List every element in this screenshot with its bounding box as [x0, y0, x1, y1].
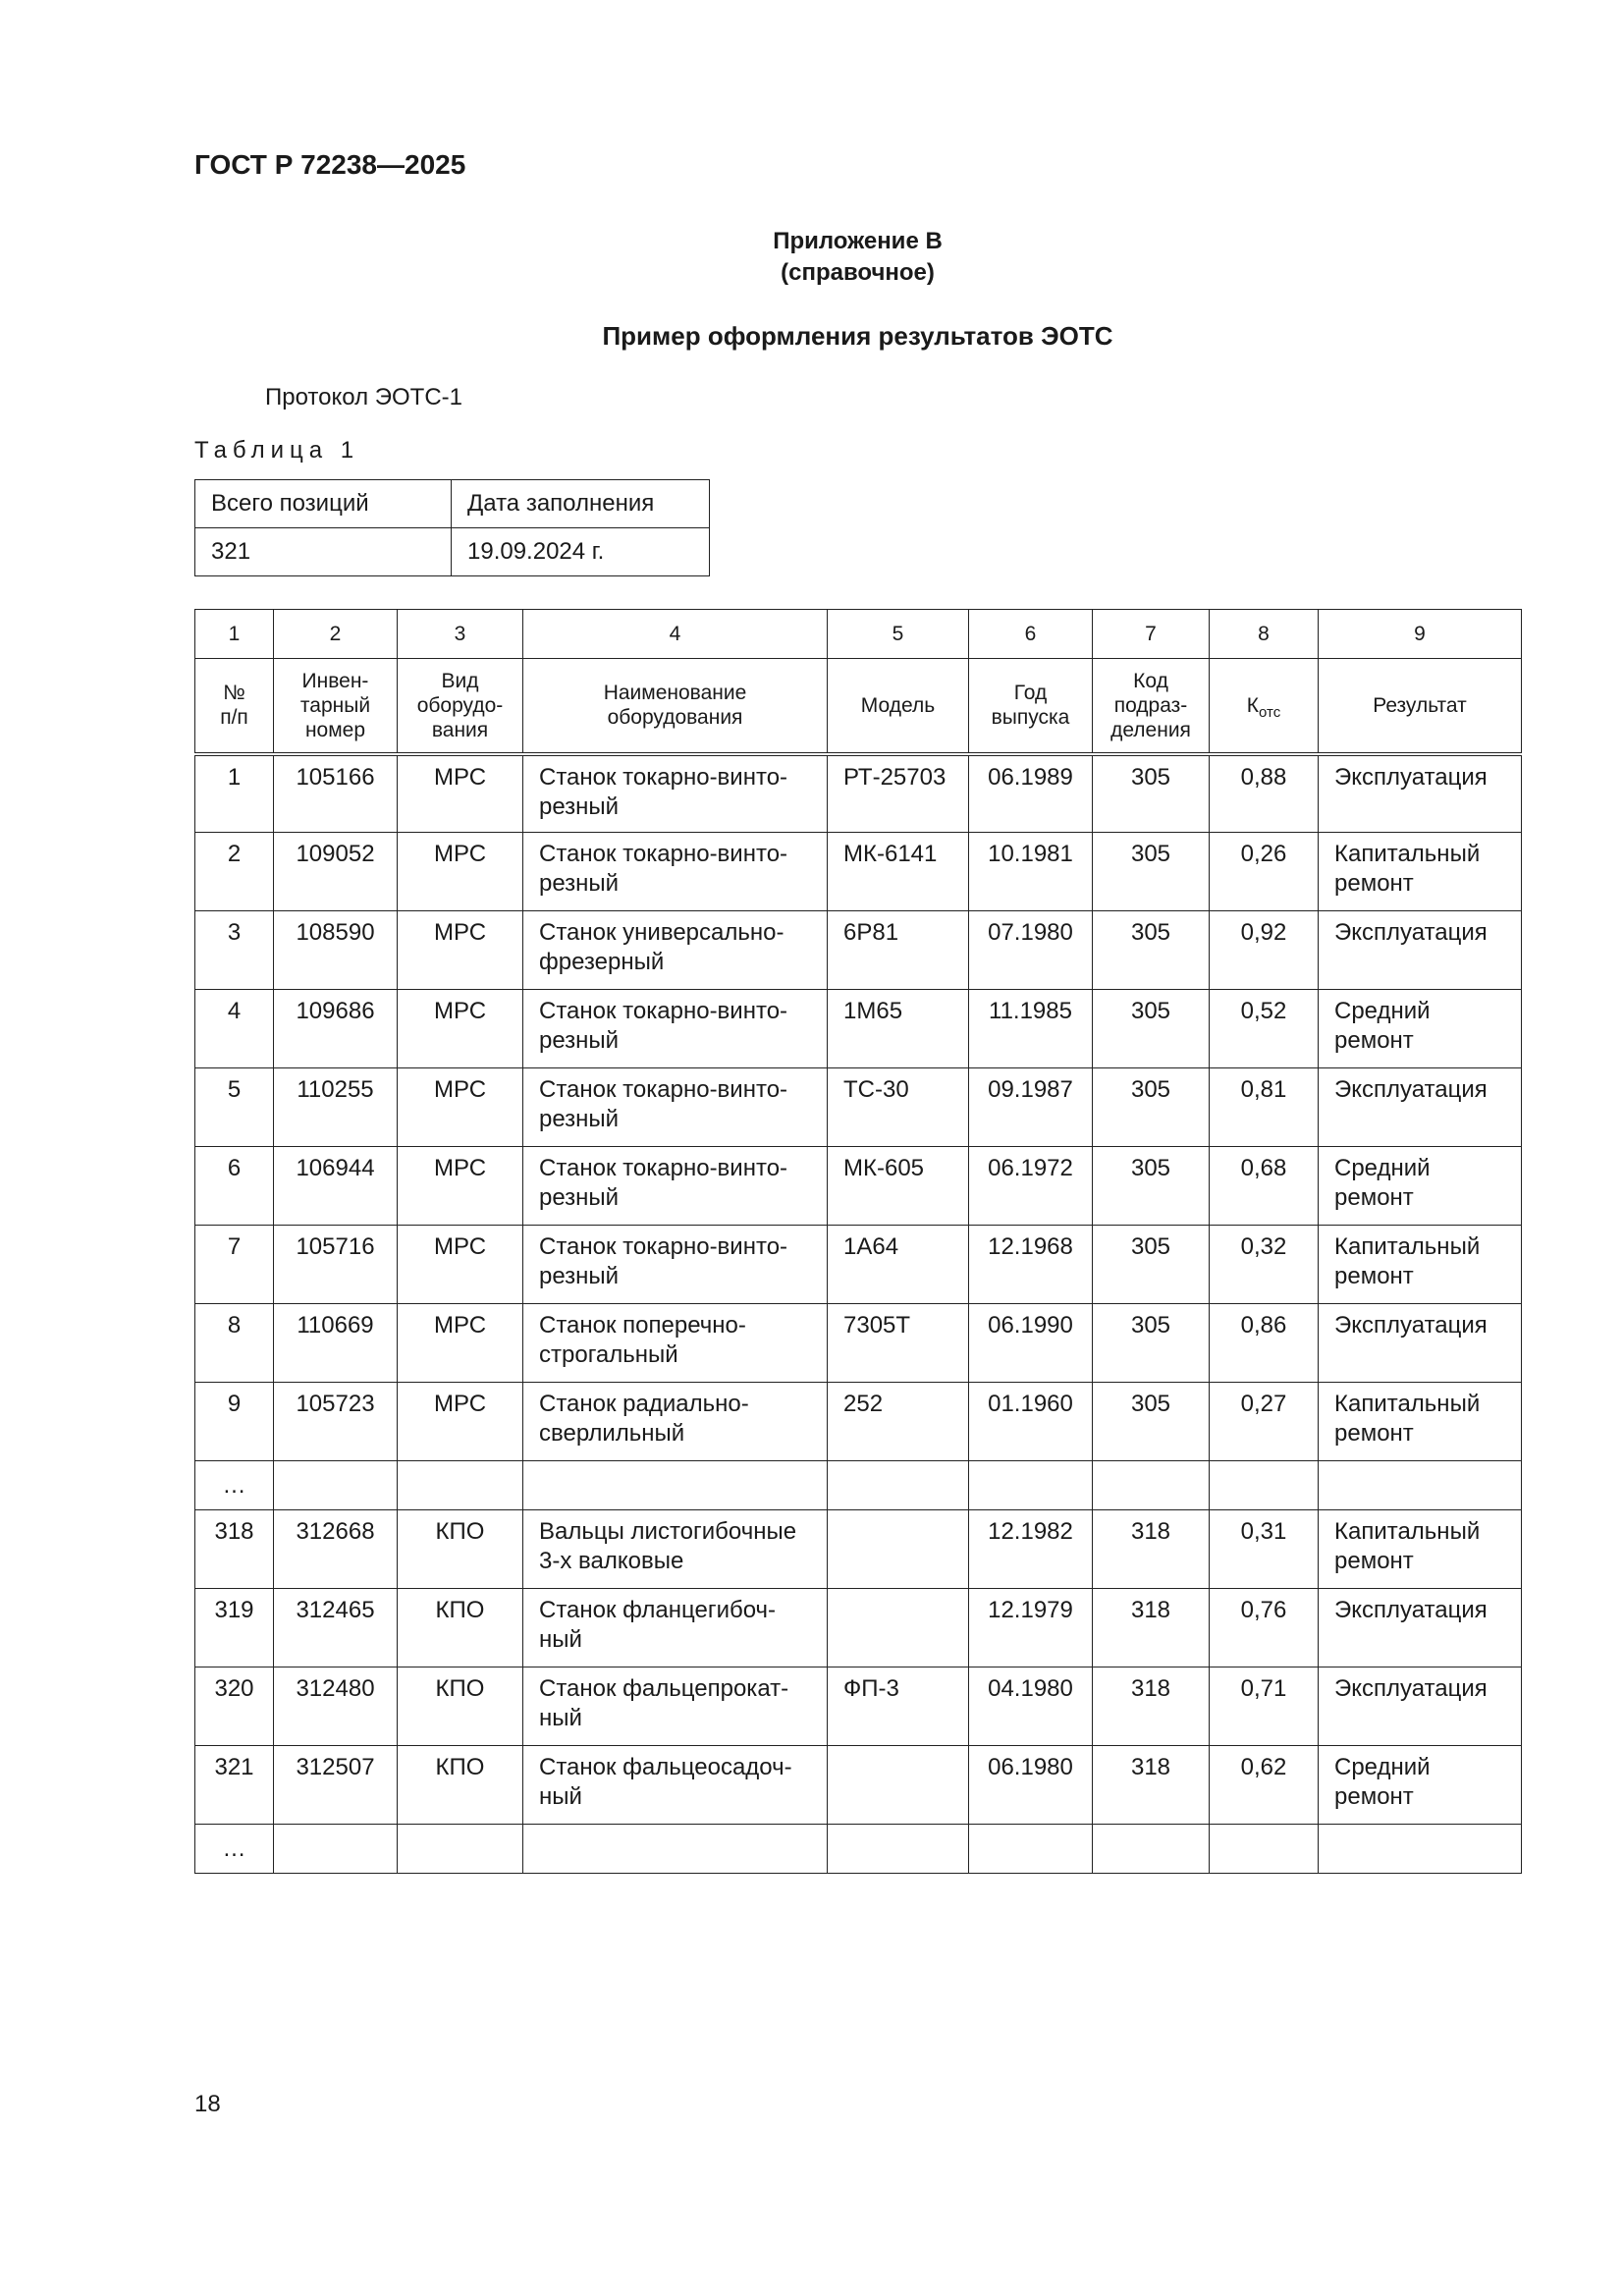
- cell-coefficient: 0,27: [1210, 1383, 1319, 1461]
- cell-department-code: 305: [1093, 1147, 1210, 1226]
- cell-equipment-name: Станок универсально- фрезерный: [523, 911, 828, 990]
- cell-equipment-name: Вальцы листогибочные 3-х валковые: [523, 1510, 828, 1589]
- table-row: [195, 1304, 1522, 1383]
- summary-header-row: [195, 480, 710, 528]
- header-equipment-name: Наименование оборудования: [523, 659, 828, 754]
- cell-inventory-number: 105716: [274, 1226, 398, 1304]
- cell-year-of-manufacture: 07.1980: [969, 911, 1093, 990]
- cell-department-code: 305: [1093, 833, 1210, 911]
- ellipsis-row: [195, 1461, 1522, 1510]
- column-number: 6: [969, 610, 1093, 659]
- cell-coefficient: 0,92: [1210, 911, 1319, 990]
- cell-equipment-type: [398, 1825, 523, 1874]
- cell-model: МК-6141: [828, 833, 969, 911]
- cell-equipment-type: МРС: [398, 1383, 523, 1461]
- table-row: [195, 911, 1522, 990]
- coefficient-symbol: К: [1246, 693, 1259, 717]
- cell-year-of-manufacture: [969, 1825, 1093, 1874]
- cell-coefficient: 0,86: [1210, 1304, 1319, 1383]
- cell-row-number: 7: [195, 1226, 274, 1304]
- cell-year-of-manufacture: 09.1987: [969, 1068, 1093, 1147]
- cell-coefficient: 0,32: [1210, 1226, 1319, 1304]
- cell-result: Капитальный ремонт: [1319, 833, 1522, 911]
- cell-coefficient: 0,81: [1210, 1068, 1319, 1147]
- cell-row-number: 4: [195, 990, 274, 1068]
- cell-equipment-type: МРС: [398, 754, 523, 833]
- cell-model: 7305Т: [828, 1304, 969, 1383]
- cell-coefficient: 0,31: [1210, 1510, 1319, 1589]
- appendix-heading: [194, 226, 1521, 289]
- cell-equipment-name: Станок фальцеосадоч- ный: [523, 1746, 828, 1825]
- cell-year-of-manufacture: 01.1960: [969, 1383, 1093, 1461]
- summary-value-date: 19.09.2024 г.: [452, 528, 710, 576]
- header-department-code: Код подраз- деления: [1093, 659, 1210, 754]
- cell-year-of-manufacture: [969, 1461, 1093, 1510]
- summary-table: [194, 479, 710, 576]
- appendix-title: Приложение В: [773, 228, 943, 254]
- cell-equipment-type: МРС: [398, 1068, 523, 1147]
- cell-coefficient: 0,26: [1210, 833, 1319, 911]
- table-row: [195, 990, 1522, 1068]
- table-row: [195, 1667, 1522, 1746]
- cell-row-number: 6: [195, 1147, 274, 1226]
- cell-model: [828, 1461, 969, 1510]
- table-row: [195, 754, 1522, 833]
- cell-equipment-type: КПО: [398, 1589, 523, 1667]
- cell-result: Эксплуатация: [1319, 1068, 1522, 1147]
- cell-inventory-number: 312668: [274, 1510, 398, 1589]
- cell-equipment-type: [398, 1461, 523, 1510]
- cell-year-of-manufacture: 04.1980: [969, 1667, 1093, 1746]
- header-equipment-type: Вид оборудо- вания: [398, 659, 523, 754]
- cell-inventory-number: 105723: [274, 1383, 398, 1461]
- cell-year-of-manufacture: 06.1989: [969, 754, 1093, 833]
- cell-row-number: 320: [195, 1667, 274, 1746]
- cell-inventory-number: [274, 1825, 398, 1874]
- cell-model: ТС-30: [828, 1068, 969, 1147]
- cell-equipment-name: Станок поперечно- строгальный: [523, 1304, 828, 1383]
- cell-coefficient: 0,76: [1210, 1589, 1319, 1667]
- cell-result: Эксплуатация: [1319, 1667, 1522, 1746]
- cell-inventory-number: 312465: [274, 1589, 398, 1667]
- cell-result: Эксплуатация: [1319, 911, 1522, 990]
- header-model: Модель: [828, 659, 969, 754]
- cell-equipment-name: [523, 1461, 828, 1510]
- cell-inventory-number: 106944: [274, 1147, 398, 1226]
- cell-model: 1М65: [828, 990, 969, 1068]
- cell-inventory-number: 312480: [274, 1667, 398, 1746]
- cell-year-of-manufacture: 12.1968: [969, 1226, 1093, 1304]
- cell-coefficient: 0,52: [1210, 990, 1319, 1068]
- cell-result: [1319, 1461, 1522, 1510]
- cell-equipment-type: МРС: [398, 1226, 523, 1304]
- cell-inventory-number: 109052: [274, 833, 398, 911]
- cell-equipment-name: Станок токарно-винто- резный: [523, 1226, 828, 1304]
- cell-inventory-number: 110255: [274, 1068, 398, 1147]
- cell-result: Капитальный ремонт: [1319, 1383, 1522, 1461]
- cell-row-number: 1: [195, 754, 274, 833]
- cell-equipment-type: МРС: [398, 833, 523, 911]
- cell-year-of-manufacture: 06.1980: [969, 1746, 1093, 1825]
- cell-coefficient: [1210, 1825, 1319, 1874]
- column-number: 8: [1210, 610, 1319, 659]
- cell-year-of-manufacture: 06.1990: [969, 1304, 1093, 1383]
- cell-coefficient: 0,88: [1210, 754, 1319, 833]
- summary-value-total: 321: [195, 528, 452, 576]
- cell-department-code: 305: [1093, 1068, 1210, 1147]
- protocol-label: Протокол ЭОТС-1: [265, 384, 462, 410]
- cell-model: [828, 1510, 969, 1589]
- cell-model: РТ-25703: [828, 754, 969, 833]
- summary-header-date: Дата заполнения: [452, 480, 710, 528]
- cell-equipment-name: Станок токарно-винто- резный: [523, 833, 828, 911]
- cell-equipment-name: [523, 1825, 828, 1874]
- column-number: 9: [1319, 610, 1522, 659]
- column-number: 3: [398, 610, 523, 659]
- header-row-number: № п/п: [195, 659, 274, 754]
- cell-model: МК-605: [828, 1147, 969, 1226]
- coefficient-subscript: отс: [1259, 703, 1281, 721]
- cell-equipment-name: Станок токарно-винто- резный: [523, 754, 828, 833]
- cell-equipment-type: МРС: [398, 1304, 523, 1383]
- header-coefficient: [1210, 659, 1319, 754]
- cell-equipment-type: КПО: [398, 1746, 523, 1825]
- cell-coefficient: 0,71: [1210, 1667, 1319, 1746]
- cell-result: Эксплуатация: [1319, 1304, 1522, 1383]
- cell-equipment-name: Станок токарно-винто- резный: [523, 1147, 828, 1226]
- table-row: [195, 1589, 1522, 1667]
- cell-model: [828, 1746, 969, 1825]
- cell-year-of-manufacture: 10.1981: [969, 833, 1093, 911]
- column-header-row: [195, 659, 1522, 754]
- cell-department-code: 305: [1093, 1226, 1210, 1304]
- cell-inventory-number: [274, 1461, 398, 1510]
- cell-result: Капитальный ремонт: [1319, 1226, 1522, 1304]
- cell-year-of-manufacture: 11.1985: [969, 990, 1093, 1068]
- header-inventory-number: Инвен- тарный номер: [274, 659, 398, 754]
- column-number: 2: [274, 610, 398, 659]
- cell-row-number: 5: [195, 1068, 274, 1147]
- summary-value-row: [195, 528, 710, 576]
- column-number-row: [195, 610, 1522, 659]
- cell-department-code: 318: [1093, 1589, 1210, 1667]
- table-row: [195, 1068, 1522, 1147]
- cell-coefficient: [1210, 1461, 1319, 1510]
- cell-equipment-name: Станок токарно-винто- резный: [523, 990, 828, 1068]
- section-title: Пример оформления результатов ЭОТС: [602, 321, 1113, 351]
- cell-result: Средний ремонт: [1319, 1147, 1522, 1226]
- equipment-table-body: [195, 754, 1522, 1874]
- cell-model: 252: [828, 1383, 969, 1461]
- cell-inventory-number: 110669: [274, 1304, 398, 1383]
- cell-equipment-type: МРС: [398, 1147, 523, 1226]
- table-row: [195, 833, 1522, 911]
- cell-equipment-name: Станок радиально- сверлильный: [523, 1383, 828, 1461]
- cell-row-number: 318: [195, 1510, 274, 1589]
- cell-equipment-type: КПО: [398, 1667, 523, 1746]
- cell-row-number: 2: [195, 833, 274, 911]
- table-row: [195, 1383, 1522, 1461]
- cell-model: 6Р81: [828, 911, 969, 990]
- page-number: 18: [194, 2091, 221, 2117]
- cell-department-code: 318: [1093, 1510, 1210, 1589]
- cell-year-of-manufacture: 12.1982: [969, 1510, 1093, 1589]
- cell-equipment-type: КПО: [398, 1510, 523, 1589]
- cell-model: [828, 1825, 969, 1874]
- column-number: 1: [195, 610, 274, 659]
- table-caption: Таблица 1: [194, 437, 360, 464]
- cell-department-code: [1093, 1825, 1210, 1874]
- cell-inventory-number: 108590: [274, 911, 398, 990]
- cell-row-number: 9: [195, 1383, 274, 1461]
- cell-equipment-type: МРС: [398, 911, 523, 990]
- table-row: [195, 1746, 1522, 1825]
- cell-row-number: …: [195, 1825, 274, 1874]
- cell-row-number: 319: [195, 1589, 274, 1667]
- cell-equipment-name: Станок фальцепрокат- ный: [523, 1667, 828, 1746]
- cell-department-code: 318: [1093, 1667, 1210, 1746]
- cell-year-of-manufacture: 06.1972: [969, 1147, 1093, 1226]
- ellipsis-row: [195, 1825, 1522, 1874]
- cell-inventory-number: 312507: [274, 1746, 398, 1825]
- cell-result: Средний ремонт: [1319, 1746, 1522, 1825]
- table-row: [195, 1226, 1522, 1304]
- cell-model: [828, 1589, 969, 1667]
- header-result: Результат: [1319, 659, 1522, 754]
- summary-header-total: Всего позиций: [195, 480, 452, 528]
- column-number: 5: [828, 610, 969, 659]
- equipment-table: [194, 609, 1522, 1874]
- table-row: [195, 1147, 1522, 1226]
- cell-model: ФП-3: [828, 1667, 969, 1746]
- cell-inventory-number: 109686: [274, 990, 398, 1068]
- cell-department-code: 305: [1093, 1304, 1210, 1383]
- table-row: [195, 1510, 1522, 1589]
- cell-result: Средний ремонт: [1319, 990, 1522, 1068]
- cell-department-code: [1093, 1461, 1210, 1510]
- cell-result: [1319, 1825, 1522, 1874]
- cell-row-number: 321: [195, 1746, 274, 1825]
- cell-department-code: 318: [1093, 1746, 1210, 1825]
- cell-department-code: 305: [1093, 990, 1210, 1068]
- cell-department-code: 305: [1093, 754, 1210, 833]
- cell-coefficient: 0,68: [1210, 1147, 1319, 1226]
- cell-department-code: 305: [1093, 1383, 1210, 1461]
- cell-row-number: …: [195, 1461, 274, 1510]
- cell-equipment-type: МРС: [398, 990, 523, 1068]
- column-number: 4: [523, 610, 828, 659]
- cell-inventory-number: 105166: [274, 754, 398, 833]
- cell-year-of-manufacture: 12.1979: [969, 1589, 1093, 1667]
- cell-result: Эксплуатация: [1319, 1589, 1522, 1667]
- cell-equipment-name: Станок фланцегибоч- ный: [523, 1589, 828, 1667]
- cell-result: Эксплуатация: [1319, 754, 1522, 833]
- cell-row-number: 8: [195, 1304, 274, 1383]
- cell-department-code: 305: [1093, 911, 1210, 990]
- column-number: 7: [1093, 610, 1210, 659]
- header-year: Год выпуска: [969, 659, 1093, 754]
- cell-equipment-name: Станок токарно-винто- резный: [523, 1068, 828, 1147]
- appendix-subtitle: (справочное): [781, 259, 935, 286]
- cell-model: 1А64: [828, 1226, 969, 1304]
- cell-row-number: 3: [195, 911, 274, 990]
- cell-coefficient: 0,62: [1210, 1746, 1319, 1825]
- document-code: ГОСТ Р 72238—2025: [194, 149, 466, 180]
- cell-result: Капитальный ремонт: [1319, 1510, 1522, 1589]
